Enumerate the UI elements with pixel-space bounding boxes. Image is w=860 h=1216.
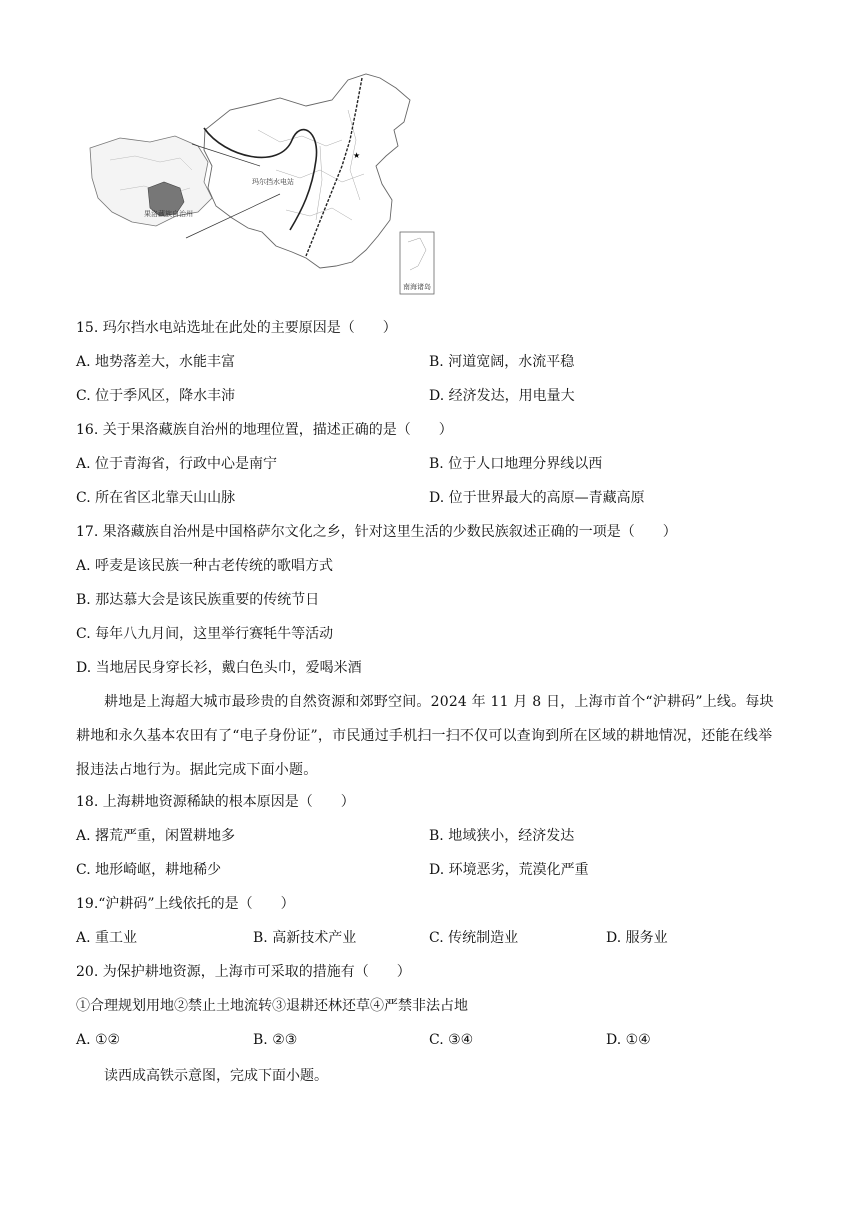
prefecture-label: 果洛藏族自治州 bbox=[144, 210, 193, 218]
inset-label: 南海诸岛 bbox=[403, 283, 431, 291]
q16-option-d: D. 位于世界最大的高原—青藏高原 bbox=[429, 490, 645, 506]
next-section-intro: 读西成高铁示意图，完成下面小题。 bbox=[104, 1068, 328, 1084]
q15-option-b: B. 河道宽阔，水流平稳 bbox=[429, 354, 575, 370]
q17-option-a: A. 呼麦是该民族一种古老传统的歌唱方式 bbox=[76, 558, 334, 574]
q20-stem: 20. 为保护耕地资源，上海市可采取的措施有（ ） bbox=[76, 964, 411, 980]
q15-option-c: C. 位于季风区，降水丰沛 bbox=[76, 388, 236, 404]
q20-option-b: B. ②③ bbox=[253, 1032, 298, 1048]
q15-option-d: D. 经济发达，用电量大 bbox=[429, 388, 575, 404]
q18-option-d: D. 环境恶劣，荒漠化严重 bbox=[429, 862, 589, 878]
china-map-figure bbox=[80, 70, 440, 302]
shanghai-passage: 耕地是上海超大城市最珍贵的自然资源和郊野空间。2024 年 11 月 8 日，上海市首个“沪耕码”上线。每块耕地和永久基本农田有了“电子身份证”，市民通过手机扫一扫不仅可以查询到所在区域的耕地情况，还能在线举报违法占地行为。据此完成下面小题。 bbox=[76, 694, 774, 778]
q17-option-c: C. 每年八九月间，这里举行赛牦牛等活动 bbox=[76, 626, 334, 642]
q16-option-b: B. 位于人口地理分界线以西 bbox=[429, 456, 603, 472]
q18-stem: 18. 上海耕地资源稀缺的根本原因是（ ） bbox=[76, 794, 355, 810]
q20-option-d: D. ①④ bbox=[606, 1032, 651, 1048]
q19-option-b: B. 高新技术产业 bbox=[253, 930, 357, 946]
q18-option-a: A. 撂荒严重，闲置耕地多 bbox=[76, 828, 236, 844]
svg-text:★: ★ bbox=[353, 151, 361, 160]
q18-option-b: B. 地域狭小，经济发达 bbox=[429, 828, 575, 844]
q20-option-c: C. ③④ bbox=[429, 1032, 474, 1048]
q17-stem: 17. 果洛藏族自治州是中国格萨尔文化之乡，针对这里生活的少数民族叙述正确的一项是（ ） bbox=[76, 524, 677, 540]
q19-option-a: A. 重工业 bbox=[76, 930, 138, 946]
q20-items: ①合理规划用地②禁止土地流转③退耕还林还草④严禁非法占地 bbox=[76, 998, 468, 1014]
q16-option-c: C. 所在省区北靠天山山脉 bbox=[76, 490, 236, 506]
q18-option-c: C. 地形崎岖，耕地稀少 bbox=[76, 862, 222, 878]
china-outline bbox=[204, 74, 410, 268]
q17-option-b: B. 那达慕大会是该民族重要的传统节日 bbox=[76, 592, 320, 608]
q19-option-c: C. 传统制造业 bbox=[429, 930, 519, 946]
q19-option-d: D. 服务业 bbox=[606, 930, 668, 946]
q15-stem: 15. 玛尔挡水电站选址在此处的主要原因是（ ） bbox=[76, 320, 397, 336]
q15-option-a: A. 地势落差大，水能丰富 bbox=[76, 354, 236, 370]
q16-option-a: A. 位于青海省，行政中心是南宁 bbox=[76, 456, 278, 472]
q16-stem: 16. 关于果洛藏族自治州的地理位置，描述正确的是（ ） bbox=[76, 422, 453, 438]
q17-option-d: D. 当地居民身穿长衫，戴白色头巾，爱喝米酒 bbox=[76, 660, 362, 676]
station-label: 玛尔挡水电站 bbox=[252, 178, 294, 186]
q20-option-a: A. ①② bbox=[76, 1032, 121, 1048]
q19-stem: 19.“沪耕码”上线依托的是（ ） bbox=[76, 896, 295, 912]
